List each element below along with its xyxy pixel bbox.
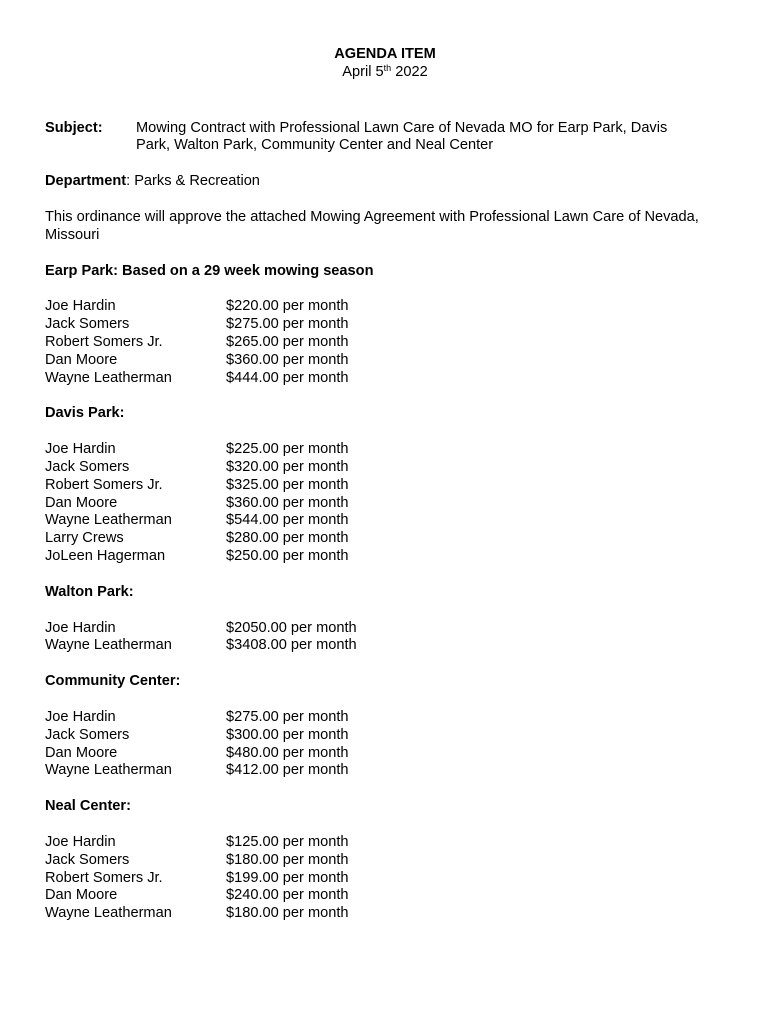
bid-list: [45, 441, 730, 566]
pricing-section: [45, 673, 730, 780]
bid-price: $325.00 per month: [226, 476, 349, 493]
bidder-name: Jack Somers: [45, 851, 130, 868]
subject-text: [136, 120, 706, 156]
section-title: Earp Park: Based on a 29 week mowing season: [45, 262, 374, 279]
bidder-name: Wayne Leatherman: [45, 762, 172, 779]
bidder-name: Joe Hardin: [45, 833, 116, 850]
bidder-name: Wayne Leatherman: [45, 905, 172, 922]
bid-row: [45, 637, 730, 655]
bid-row: [45, 316, 730, 334]
bid-price: $199.00 per month: [226, 869, 349, 886]
bid-price: $240.00 per month: [226, 887, 349, 904]
bid-row: [45, 530, 730, 548]
bid-list: [45, 298, 730, 387]
bid-row: [45, 620, 730, 638]
bidder-name: Jack Somers: [45, 316, 130, 333]
bidder-name: Dan Moore: [45, 351, 118, 368]
section-title: Community Center:: [45, 673, 181, 690]
bid-row: [45, 709, 730, 727]
bidder-name: Larry Crews: [45, 530, 124, 547]
bidder-name: Robert Somers Jr.: [45, 333, 163, 350]
department-label: Department: [45, 173, 127, 190]
bidder-name: Joe Hardin: [45, 708, 116, 725]
ordinance-text: [45, 209, 735, 245]
bid-row: [45, 852, 730, 870]
subject-line-2: Park, Walton Park, Community Center and Neal Center: [136, 137, 494, 154]
bid-price: $444.00 per month: [226, 369, 349, 386]
bidder-name: JoLeen Hagerman: [45, 547, 166, 564]
bid-price: $180.00 per month: [226, 851, 349, 868]
bid-list: [45, 620, 730, 656]
bidder-name: Jack Somers: [45, 726, 130, 743]
bid-row: [45, 459, 730, 477]
section-title: Neal Center:: [45, 798, 131, 815]
ordinance-line-1: This ordinance will approve the attached Mowing Agreement with Professional Lawn Care of Nevada,: [45, 208, 699, 225]
bid-price: $300.00 per month: [226, 726, 349, 743]
bid-price: $480.00 per month: [226, 744, 349, 761]
bid-row: [45, 548, 730, 566]
bid-price: $544.00 per month: [226, 512, 349, 529]
bidder-name: Robert Somers Jr.: [45, 869, 163, 886]
bid-price: $320.00 per month: [226, 458, 349, 475]
subject-label: Subject:: [45, 119, 103, 136]
bid-price: $125.00 per month: [226, 833, 349, 850]
bid-price: $412.00 per month: [226, 762, 349, 779]
pricing-section: [45, 584, 730, 655]
bid-price: $280.00 per month: [226, 530, 349, 547]
bid-row: [45, 905, 730, 923]
bid-row: [45, 727, 730, 745]
bid-price: $2050.00 per month: [226, 619, 357, 636]
pricing-sections: [45, 263, 730, 923]
section-title: Davis Park:: [45, 405, 125, 422]
bid-row: [45, 762, 730, 780]
bidder-name: Joe Hardin: [45, 298, 116, 315]
bid-row: [45, 512, 730, 530]
ordinance-line-2: Missouri: [45, 226, 100, 243]
bidder-name: Dan Moore: [45, 494, 118, 511]
bid-row: [45, 745, 730, 763]
bid-row: [45, 495, 730, 513]
bidder-name: Joe Hardin: [45, 441, 116, 458]
pricing-section: [45, 798, 730, 923]
department-block: [45, 173, 730, 191]
bid-row: [45, 441, 730, 459]
bid-list: [45, 709, 730, 780]
pricing-section: [45, 405, 730, 565]
date-prefix: April 5: [342, 63, 384, 80]
bidder-name: Jack Somers: [45, 458, 130, 475]
bid-price: $180.00 per month: [226, 905, 349, 922]
bidder-name: Wayne Leatherman: [45, 369, 172, 386]
bid-price: $225.00 per month: [226, 441, 349, 458]
bid-row: [45, 477, 730, 495]
bidder-name: Wayne Leatherman: [45, 512, 172, 529]
bidder-name: Wayne Leatherman: [45, 637, 172, 654]
date-ordinal: th: [383, 62, 392, 73]
bidder-name: Robert Somers Jr.: [45, 476, 163, 493]
bid-row: [45, 352, 730, 370]
bid-row: [45, 834, 730, 852]
bid-price: $360.00 per month: [226, 494, 349, 511]
section-title: Walton Park:: [45, 583, 134, 600]
bid-row: [45, 870, 730, 888]
bid-row: [45, 370, 730, 388]
bid-price: $275.00 per month: [226, 316, 349, 333]
pricing-section: [45, 263, 730, 388]
bid-price: $220.00 per month: [226, 298, 349, 315]
agenda-title: AGENDA ITEM: [334, 46, 436, 62]
bidder-name: Dan Moore: [45, 887, 118, 904]
bid-row: [45, 298, 730, 316]
subject-block: [45, 120, 730, 156]
bid-price: $3408.00 per month: [226, 637, 357, 654]
bid-price: $265.00 per month: [226, 333, 349, 350]
department-value: : Parks & Recreation: [126, 173, 260, 190]
bidder-name: Dan Moore: [45, 744, 118, 761]
bid-row: [45, 887, 730, 905]
bid-price: $275.00 per month: [226, 708, 349, 725]
document-header: [45, 46, 725, 82]
bid-row: [45, 334, 730, 352]
bidder-name: Joe Hardin: [45, 619, 116, 636]
date-suffix: 2022: [391, 63, 428, 80]
bid-price: $360.00 per month: [226, 351, 349, 368]
subject-line-1: Mowing Contract with Professional Lawn Care of Nevada MO for Earp Park, Davis: [136, 119, 668, 136]
bid-price: $250.00 per month: [226, 547, 349, 564]
agenda-date: [45, 64, 725, 82]
bid-list: [45, 834, 730, 923]
